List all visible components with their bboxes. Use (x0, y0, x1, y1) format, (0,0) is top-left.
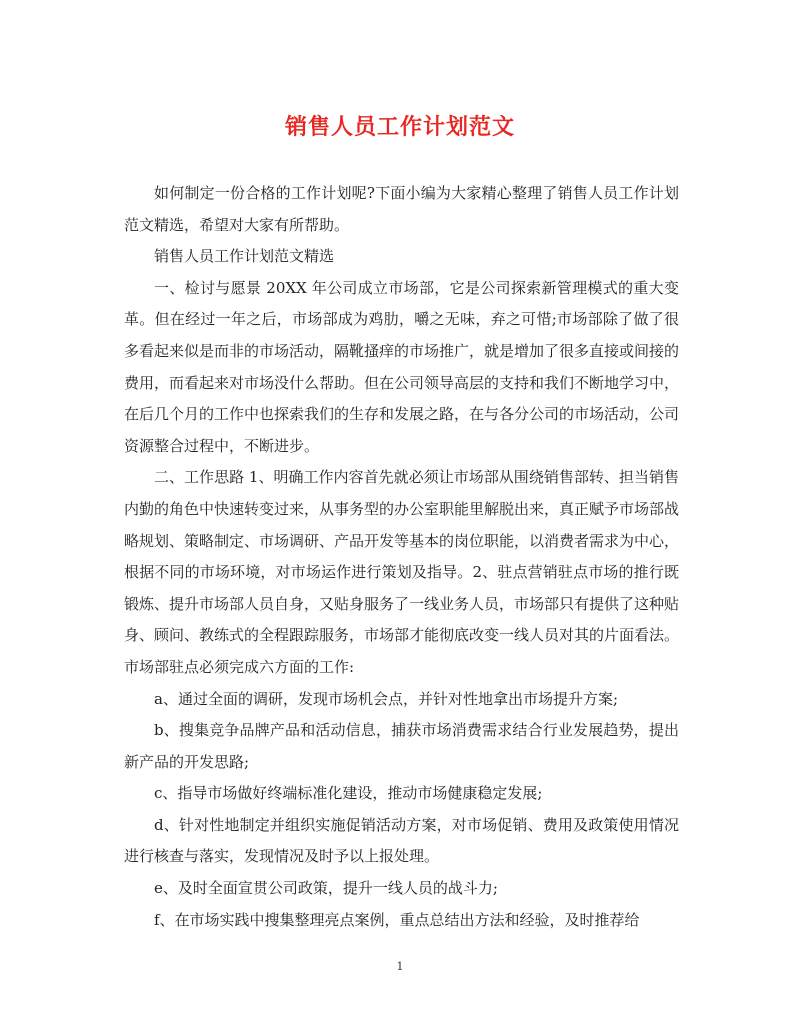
paragraph-review-vision: 一、检讨与愿景 20XX 年公司成立市场部，它是公司探索新管理模式的重大变革。但在经过一年之后，市场部成为鸡肋，嚼之无味，弃之可惜;市场部除了做了很多看起来似是而非的市场活动，隔靴搔痒的市场推广，就是增加了很多直接或间接的费用，而看起来对市场没什么帮助。但在公司领导高层的支持和我们不断地学习中，在后几个月的工作中也探索我们的生存和发展之路，在与各分公司的市场活动，公司资源整合过程中，不断进步。 (124, 278, 680, 455)
page-title: 销售人员工作计划范文 (284, 114, 515, 140)
list-item-f: f、在市场实践中搜集整理亮点案例，重点总结出方法和经验，及时推荐给 (154, 910, 640, 929)
document-body (124, 178, 679, 936)
section-heading: 销售人员工作计划范文精选 (154, 247, 335, 266)
list-item-b: b、搜集竞争品牌产品和活动信息，捕获市场消费需求结合行业发展趋势，提出新产品的开发思路; (124, 721, 679, 771)
list-item-d: d、针对性地制定并组织实施促销活动方案，对市场促销、费用及政策使用情况进行核查与落实，发现情况及时予以上报处理。 (124, 815, 679, 866)
list-item-e: e、及时全面宣贯公司政策，提升一线人员的战斗力; (154, 879, 498, 898)
page-number: 1 (396, 960, 404, 973)
list-item-c: c、指导市场做好终端标准化建设，推动市场健康稳定发展; (154, 784, 543, 803)
list-item-a: a、通过全面的调研，发现市场机会点，并针对性地拿出市场提升方案; (154, 689, 618, 708)
intro-paragraph: 如何制定一份合格的工作计划呢?下面小编为大家精心整理了销售人员工作计划范文精选，希望对大家有所帮助。 (124, 184, 679, 234)
paragraph-work-ideas: 二、工作思路 1、明确工作内容首先就必须让市场部从围绕销售部转、担当销售内勤的角色中快速转变过来，从事务型的办公室职能里解脱出来，真正赋予市场部战略规划、策略制定、市场调研、产品开发等基本的岗位职能，以消费者需求为中心，根据不同的市场环境，对市场运作进行策划及指导。2、驻点营销驻点市场的推行既锻炼、提升市场部人员自身，又贴身服务了一线业务人员，市场部只有提供了这种贴身、顾问、教练式的全程跟踪服务，市场部才能彻底改变一线人员对其的片面看法。市场部驻点必须完成六方面的工作: (124, 468, 680, 676)
